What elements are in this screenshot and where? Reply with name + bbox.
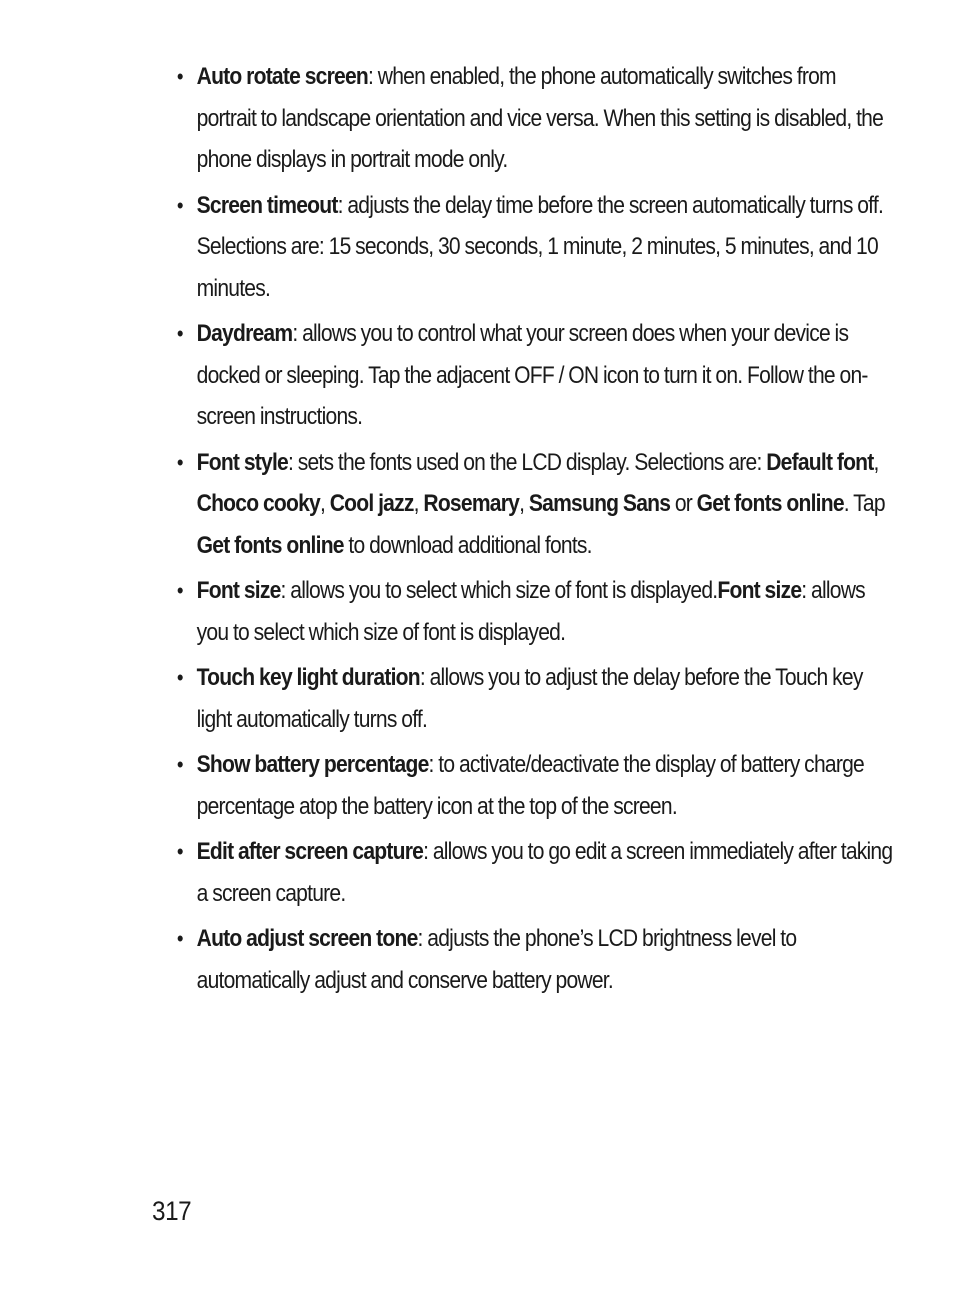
bullet-icon: • — [176, 578, 183, 603]
item-term: Edit after screen capture — [196, 838, 424, 865]
list-item-daydream — [176, 313, 897, 438]
bullet-icon: • — [176, 64, 183, 89]
font-option-choco-cooky: Choco cooky — [196, 490, 320, 517]
list-item-touch-key-light-duration — [176, 657, 897, 740]
tap-instruction-suffix: to download additional fonts. — [343, 531, 592, 559]
bullet-icon: • — [176, 449, 183, 475]
list-item-font-size — [176, 570, 897, 653]
separator: , — [319, 490, 330, 517]
list-item-edit-after-screen-capture — [176, 831, 897, 914]
item-description: : allows you to go edit a screen immediately after taking a screen capture. — [196, 838, 893, 907]
list-item-screen-timeout — [176, 185, 897, 310]
item-description: : allows you to control what your screen does when your device is docked or sleeping. Tap the adjacent OFF / ON icon to turn it on. Follow the on-screen instructions. — [196, 320, 868, 430]
item-term: Screen timeout — [196, 191, 338, 219]
settings-description-list-container — [176, 56, 893, 1005]
item-description: : allows you to select which size of font is displayed. — [280, 577, 718, 604]
item-term: Touch key light duration — [196, 664, 420, 691]
bullet-icon: • — [176, 926, 183, 951]
bullet-icon: • — [176, 752, 183, 777]
font-option-cool-jazz: Cool jazz — [329, 490, 414, 517]
list-item-auto-adjust-screen-tone — [176, 918, 897, 1001]
item-description: : adjusts the delay time before the screen automatically turns off. Selections are: 15 seconds, 30 seconds, 1 minute, 2 minutes, 5 minutes, and 10 minutes. — [196, 191, 884, 302]
bullet-icon: • — [176, 839, 183, 864]
separator: , — [873, 448, 879, 476]
item-description: : allows you to adjust the delay before the Touch key light automatically turns off. — [196, 664, 863, 733]
list-item-auto-rotate-screen — [176, 56, 897, 181]
list-item-font-style — [176, 442, 897, 567]
item-description: : when enabled, the phone automatically switches from portrait to landscape orientation and vice versa. When this setting is disabled, the phone displays in portrait mode only. — [196, 63, 884, 173]
bullet-icon: • — [176, 321, 183, 346]
bullet-icon: • — [176, 192, 183, 218]
item-description: : sets the fonts used on the LCD display. Selections are: — [287, 448, 767, 476]
list-item-show-battery-percentage — [176, 744, 897, 827]
item-term: Show battery percentage — [196, 751, 429, 778]
item-description-repeat: : allows you to select which size of font is displayed. — [196, 577, 865, 646]
font-option-rosemary: Rosemary — [423, 490, 520, 517]
font-option-default-font: Default font — [766, 448, 874, 476]
separator: , — [519, 490, 529, 517]
item-term: Font size — [196, 577, 281, 604]
item-term: Auto rotate screen — [196, 63, 369, 90]
item-term: Daydream — [196, 320, 293, 347]
item-description: : to activate/deactivate the display of battery charge percentage atop the battery icon at the top of the screen. — [196, 751, 864, 820]
font-option-get-fonts-online: Get fonts online — [696, 490, 844, 517]
item-description: : adjusts the phone’s LCD brightness level to automatically adjust and conserve battery power. — [196, 925, 797, 994]
item-term-repeat: Font size — [717, 577, 802, 604]
item-term: Auto adjust screen tone — [196, 925, 418, 952]
separator: , — [413, 490, 424, 517]
settings-description-list — [176, 56, 893, 1001]
item-term: Font style — [196, 448, 288, 476]
bullet-icon: • — [176, 665, 183, 690]
separator-or: or — [670, 490, 697, 517]
font-option-samsung-sans: Samsung Sans — [528, 490, 671, 517]
tap-instruction-prefix: . Tap — [843, 490, 885, 517]
page-number: 317 — [152, 1196, 192, 1226]
tap-instruction-target: Get fonts online — [196, 531, 344, 559]
